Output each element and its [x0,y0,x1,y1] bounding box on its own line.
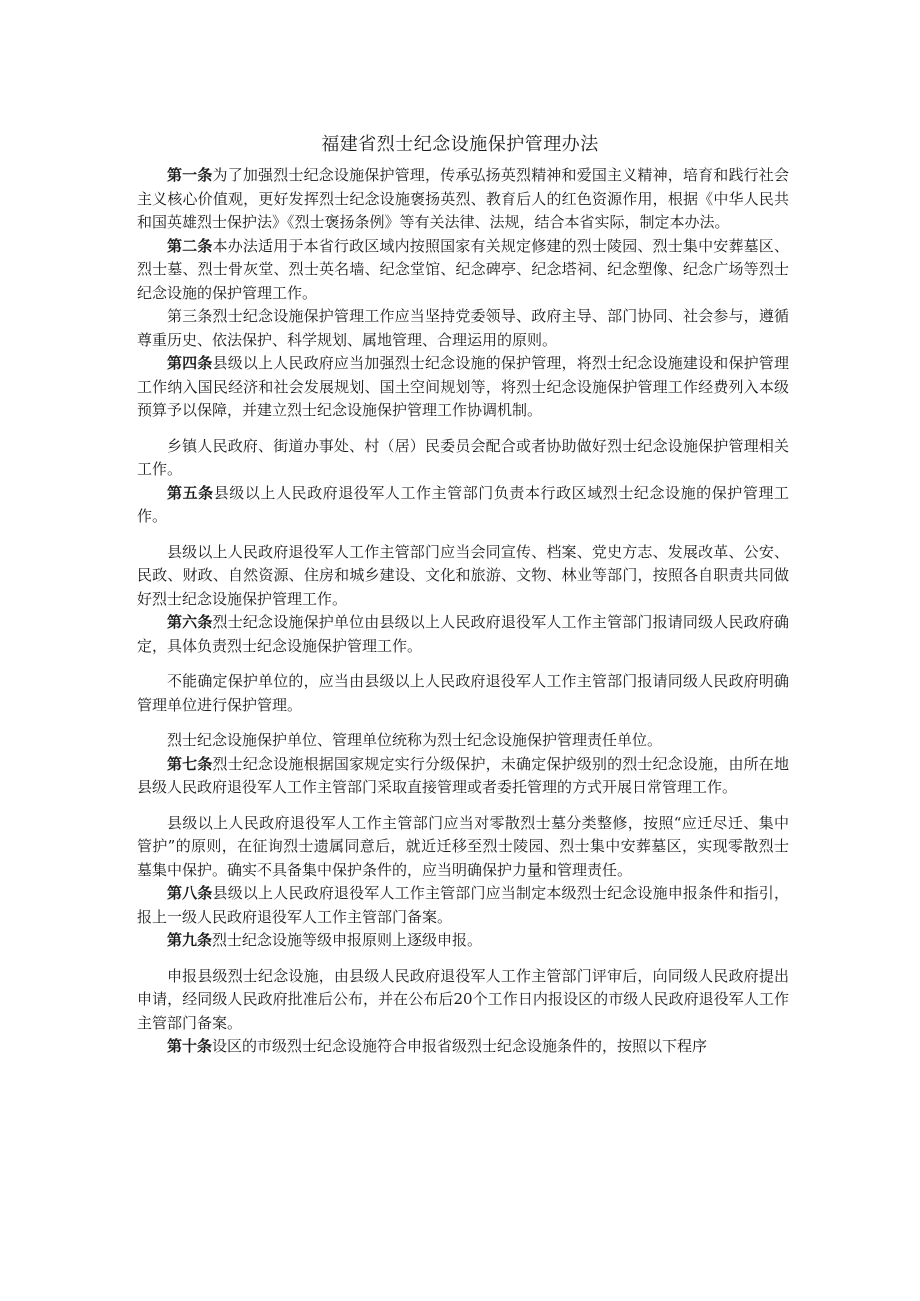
paragraph-article-4 [137,352,789,423]
paragraph-article-10 [137,1035,789,1059]
paragraph-text: 烈士纪念设施保护单位、管理单位统称为烈士纪念设施保护管理责任单位。 [167,731,663,749]
paragraph-text: 烈士纪念设施保护单位由县级以上人民政府退役军人工作主管部门报请同级人民政府确定，具体负责烈士纪念设施保护管理工作。 [137,613,789,655]
paragraph-article-8 [137,882,789,929]
paragraph-text: 为了加强烈士纪念设施保护管理，传承弘扬英烈精神和爱国主义精神，培育和践行社会主义核心价值观，更好发挥烈士纪念设施褒扬英烈、教育后人的红色资源作用，根据《中华人民共和国英雄烈士保护法》《烈士褒扬条例》等有关法律、法规，结合本省实际，制定本办法。 [137,166,789,231]
paragraph-text: 县级以上人民政府退役军人工作主管部门应当会同宣传、档案、党史方志、发展改革、公安、民政、财政、自然资源、住房和城乡建设、文化和旅游、文物、林业等部门，按照各自职责共同做好烈士纪念设施保护管理工作。 [137,542,789,608]
article-label: 第六条 [167,613,213,631]
paragraph-text: 县级以上人民政府退役军人工作主管部门负责本行政区域烈士纪念设施的保护管理工作。 [137,483,789,525]
article-label: 第八条 [167,884,213,902]
paragraph-text: 县级以上人民政府退役军人工作主管部门应当对零散烈士墓分类整修，按照“应迁尽迁、集中管护”的原则，在征询烈士遗属同意后，就近迁移至烈士陵园、烈士集中安葬墓区，实现零散烈士墓集中保护。确实不具备集中保护条件的，应当明确保护力量和管理责任。 [137,813,789,879]
document-title: 福建省烈士纪念设施保护管理办法 [321,134,599,155]
paragraph-article-5-2 [137,541,789,612]
paragraph-text: 设区的市级烈士纪念设施符合申报省级烈士纪念设施条件的，按照以下程序 [212,1037,708,1055]
article-label: 第四条 [167,354,213,372]
paragraph-text: 不能确定保护单位的，应当由县级以上人民政府退役军人工作主管部门报请同级人民政府明确管理单位进行保护管理。 [137,672,789,714]
paragraph-text: 本办法适用于本省行政区域内按照国家有关规定修建的烈士陵园、烈士集中安葬墓区、烈士墓、烈士骨灰堂、烈士英名墙、纪念堂馆、纪念碑亭、纪念塔祠、纪念塑像、纪念广场等烈士纪念设施的保护管理工作。 [137,236,789,302]
paragraph-article-9 [137,929,789,953]
paragraph-text: 烈士纪念设施等级申报原则上逐级申报。 [212,931,483,949]
article-label: 第二条 [167,236,213,255]
document-body [137,164,789,1059]
article-label: 第一条 [167,166,213,184]
paragraph-text: 县级以上人民政府退役军人工作主管部门应当制定本级烈士纪念设施申报条件和指引，报上一级人民政府退役军人工作主管部门备案。 [137,884,789,926]
paragraph-article-1 [137,164,789,235]
paragraph-text: 乡镇人民政府、街道办事处、村（居）民委员会配合或者协助做好烈士纪念设施保护管理相关工作。 [137,436,789,478]
paragraph-article-9-2 [137,965,789,1036]
paragraph-article-3 [137,305,789,352]
paragraph-article-7 [137,753,789,800]
paragraph-article-7-2 [137,812,789,883]
paragraph-article-6 [137,611,789,658]
article-label: 第十条 [167,1037,213,1055]
paragraph-text: 第三条烈士纪念设施保护管理工作应当坚持党委领导、政府主导、部门协同、社会参与，遵循尊重历史、依法保护、科学规划、属地管理、合理运用的原则。 [137,307,789,349]
article-label: 第九条 [167,931,213,949]
article-label: 第五条 [167,483,214,502]
paragraph-text: 烈士纪念设施根据国家规定实行分级保护，未确定保护级别的烈士纪念设施，由所在地县级人民政府退役军人工作主管部门采取直接管理或者委托管理的方式开展日常管理工作。 [137,754,789,796]
paragraph-article-6-3 [137,729,789,753]
paragraph-article-4-2 [137,435,789,482]
article-label: 第七条 [167,754,213,773]
paragraph-article-5 [137,482,789,529]
paragraph-article-6-2 [137,670,789,717]
paragraph-article-2 [137,235,789,306]
paragraph-text: 县级以上人民政府应当加强烈士纪念设施的保护管理，将烈士纪念设施建设和保护管理工作纳入国民经济和社会发展规划、国土空间规划等，将烈士纪念设施保护管理工作经费列入本级预算予以保障，并建立烈士纪念设施保护管理工作协调机制。 [137,354,789,419]
paragraph-text: 申报县级烈士纪念设施，由县级人民政府退役军人工作主管部门评审后，向同级人民政府提出申请，经同级人民政府批准后公布，并在公布后20个工作日内报设区的市级人民政府退役军人工作主管部门备案。 [137,966,789,1032]
